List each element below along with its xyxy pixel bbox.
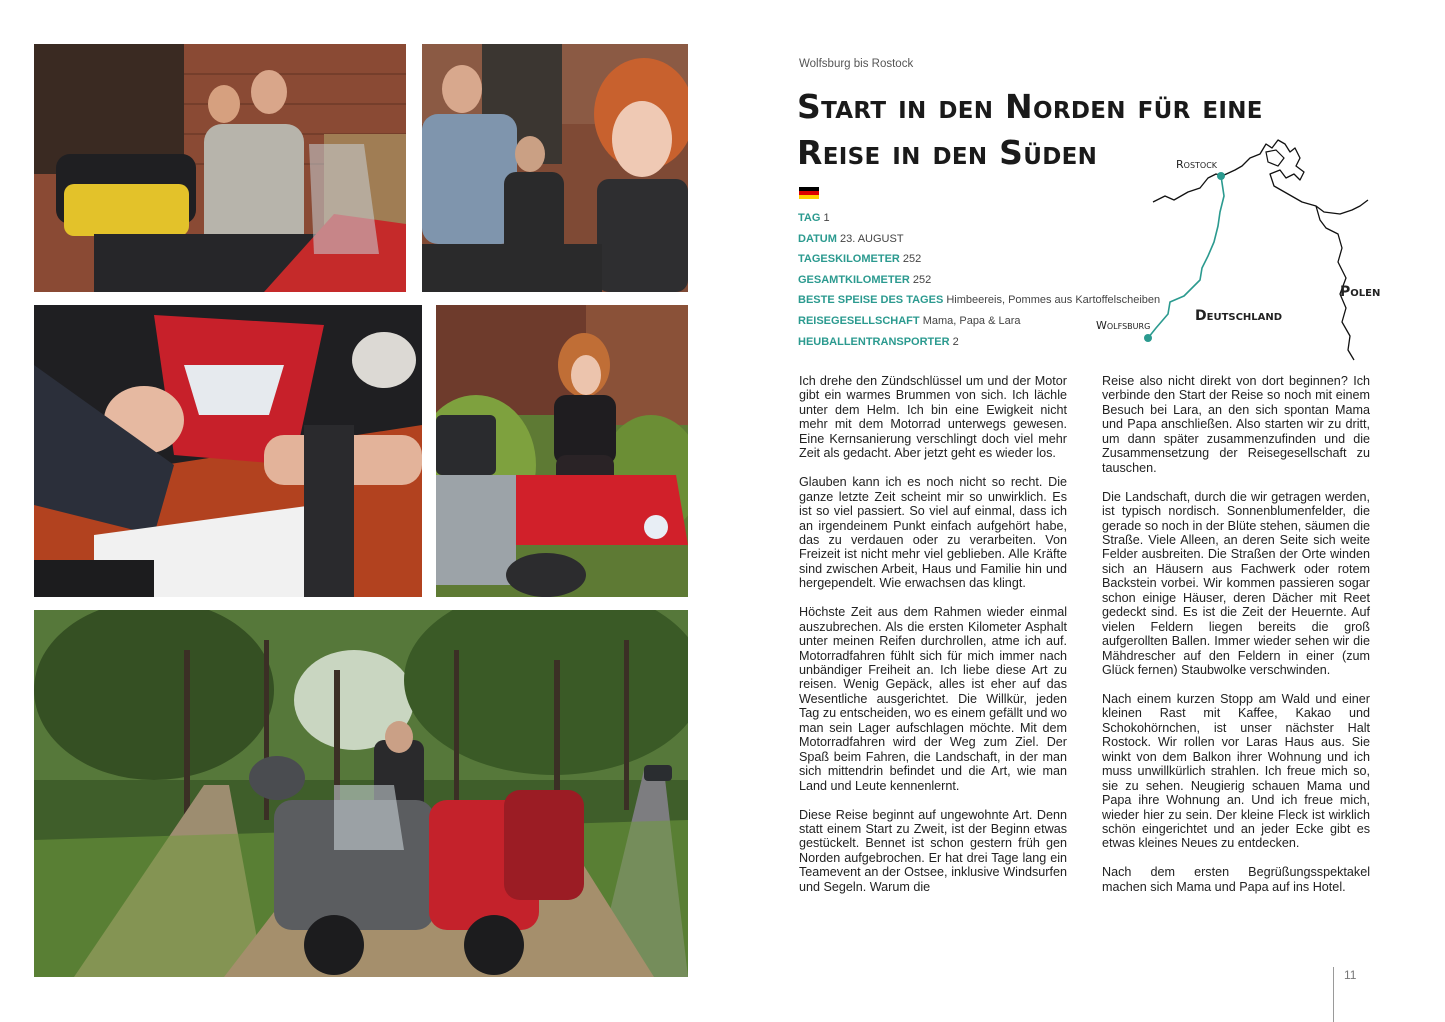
paragraph: Höchste Zeit aus dem Rahmen wieder einmal auszubrechen. Als die ersten Kilometer Asphalt unter meinen Reifen durchrollen, atme ich auf. Motorradfahren fühlt sich für mich immer nach unbändiger Freiheit an. Ich liebe diese Art zu reisen. Wenig Gepäck, alles ist eher auf das Wesentliche ausgerichtet. Die Willkür, jeden Tag zu entscheiden, wo es einem gefällt und wo man sein Lager aufschlagen möchte. Mit dem Motorradfahren wird der Weg zum Ziel. Der Spaß beim Fahren, die Landschaft, in der man sich mittendrin befindet und die Art, wie man Land und Leute kennenlernt. [799,605,1067,793]
fact-tag: TAG 1 [798,212,830,224]
photo-family-selfie [422,44,688,292]
rostock-marker [1217,172,1225,180]
fact-gesamtkilometer: GESAMTKILOMETER 252 [798,273,932,286]
germany-flag-icon [799,187,819,199]
paragraph: Nach dem ersten Begrüßungsspektakel machen sich Mama und Papa auf ins Hotel. [1102,865,1370,894]
paragraph: Glauben kann ich es noch nicht so recht. Die ganze letzte Zeit scheint mir so unwirklich. Es ist so viel passiert. So viel auf einmal, dass ich an irgendeinem Punkt einfach aufgehört habe, das zu verdauen oder zu verarbeiten. Von Freizeit ist nicht mehr viel geblieben. Alle Kräfte sind zwischen Arbeit, Haus und Familie hin und hergependelt. Wie erwachsen das klingt. [799,475,1067,591]
photo-couple-garage [34,44,406,292]
map-label-rostock: Rostock [1176,158,1218,171]
paragraph: Die Landschaft, durch die wir getragen werden, ist typisch nordisch. Sonnenblumenfelder, die gerade so noch in der Blüte stehen, säumen die Straße. Viele Alleen, an deren Seite sich weite Felder ausbreiten. Die Straßen der Orte winden sich an Häusern aus Fachwerk oder rotem Backstein vorbei. Wir kommen passieren sogar schon einige Häuser, deren Dächer mit Reet gedeckt sind. Es ist die Zeit der Heuernte. Auf vielen Feldern liegen bereits die groß aufgerollten Ballen. Immer wieder sehen wir die Mähdrescher auf den Feldern in einer (zum Glück fernen) Staubwolke verschwinden. [1102,489,1370,678]
page-number-divider [1333,967,1334,1022]
paragraph: Nach einem kurzen Stopp am Wald und einer kleinen Rast mit Kaffee, Kakao und Schokohörnchen, ist unser nächster Halt Rostock. Wir rollen vor Laras Haus aus. Sie winkt von dem Balkon ihrer Wohnung und ich muss unwillkürlich strahlen. Ich freue mich so, sie zu sehen. Neugierig schauen Mama und Papa ihre Wohnung an. Und ich freue mich, wieder hier zu sein. Der kleine Fleck ist wirklich schön eingerichtet und an jeder Ecke gibt es etwas kleines Neues zu entdecken. [1102,691,1370,851]
fact-datum: DATUM 23. AUGUST [798,232,904,245]
map-coastline [1153,140,1368,214]
paragraph: Diese Reise beginnt auf ungewohnte Art. Denn statt einem Start zu Zweit, ist der Beginn etwas gestückelt. Bennet ist schon gestern früh gen Norden aufgebrochen. Er hat drei Tage lang ein Teamevent an der Ostsee, inklusive Windsurfen und Segeln. Warum die [799,807,1067,894]
fact-tageskilometer: TAGESKILOMETER 252 [798,253,922,266]
map-border [1316,206,1354,360]
section-kicker: Wolfsburg bis Rostock [799,58,914,70]
map-label-wolfsburg: Wolfsburg [1096,319,1151,332]
body-column-2 [1102,374,1370,909]
title-line-2: Reise in den Süden [797,133,1098,172]
photo-bike-repair [34,305,422,597]
map-label-deutschland: Deutschland [1195,308,1283,324]
paragraph: Reise also nicht direkt von dort beginnen? Ich verbinde den Start der Reise so noch mit einem Besuch bei Lara, an den sich spontan Mama und Papa anschließen. Also starten wir zu dritt, um dann später zusammenzufinden und die Zusammensetzung der Reisegesellschaft zu tauschen. [1102,374,1370,475]
paragraph: Ich drehe den Zündschlüssel um und der Motor gibt ein warmes Brummen von sich. Ich lächle unter dem Helm. Ich bin eine Ewigkeit nicht mehr mit dem Motorrad unterwegs gewesen. Eine Kernsanierung verschlingt doch viel mehr Zeit als gedacht. Aber jetzt geht es wieder los. [799,374,1067,461]
body-column-1 [799,374,1067,909]
photo-forest-road [34,610,688,977]
wolfsburg-marker [1144,334,1152,342]
fact-beste-speise: BESTE SPEISE DES TAGES Himbeereis, Pommes aus Kartoffelscheiben [798,294,1161,307]
map-label-polen: Polen [1340,284,1381,300]
fact-heuballentransporter: HEUBALLENTRANSPORTER 2 [798,335,959,348]
page-number: 11 [1344,968,1357,982]
map-island [1266,150,1284,166]
photo-woman-motorcycle [436,305,688,597]
route-map [1090,130,1390,365]
flag-stripe-gold [799,195,819,199]
title-line-1: Start in den Norden für eine [797,87,1263,126]
fact-reisegesellschaft: REISEGESELLSCHAFT Mama, Papa & Lara [798,314,1021,327]
